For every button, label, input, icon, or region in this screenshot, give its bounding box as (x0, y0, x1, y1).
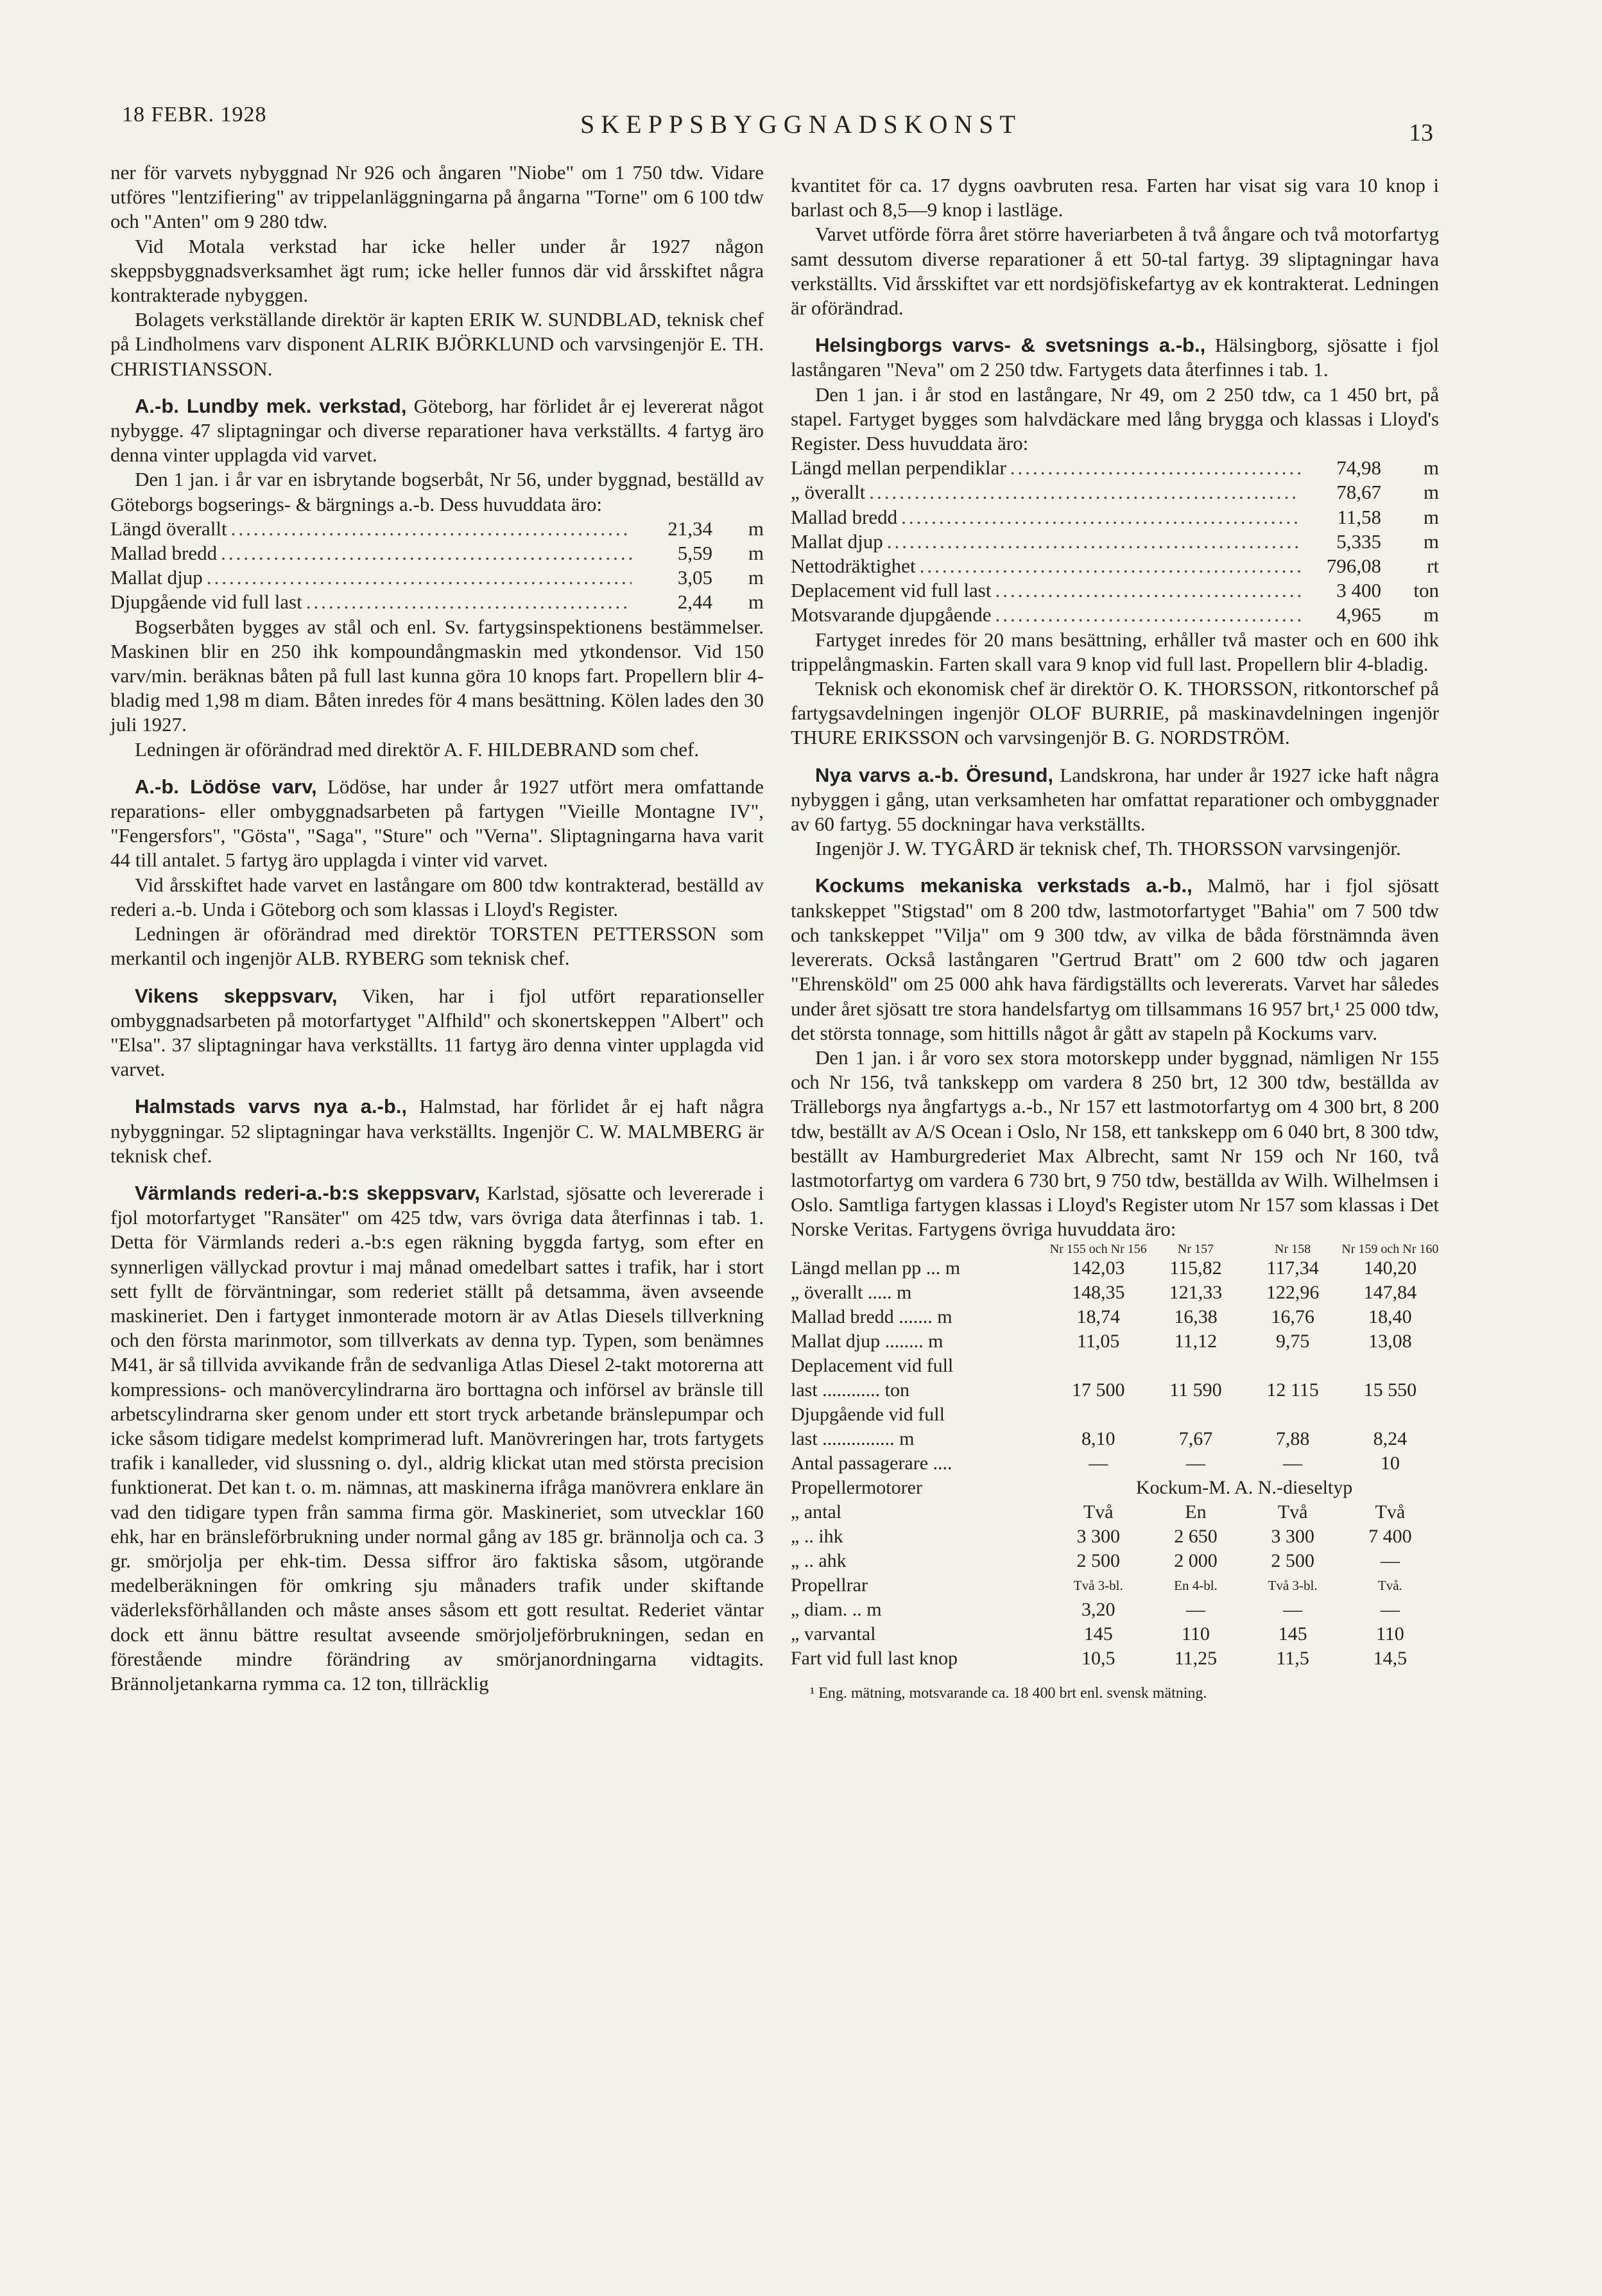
section-viken (110, 984, 764, 1082)
table-cell: 8,24 (1373, 1428, 1408, 1449)
table-row (791, 1256, 1439, 1281)
paragraph: Ledningen är oförändrad med direktör TORSTEN PETTERSSON som merkantil och ingenjör ALB. RYBERG som teknisk chef. (110, 922, 764, 970)
table-cell: 115,82 (1169, 1257, 1222, 1279)
table-row (791, 1305, 1439, 1329)
table-row (791, 1378, 1439, 1403)
table-header-cell: Nr 159 och Nr 160 (1341, 1241, 1439, 1256)
table-row (791, 1646, 1439, 1671)
table-cell: 140,20 (1363, 1257, 1417, 1279)
table-cell: 147,84 (1363, 1281, 1417, 1303)
spec-row: Längd överallt ..... 21,34 m (110, 517, 764, 541)
table-cell: 145 (1083, 1623, 1113, 1644)
table-cell: Fart vid full last knop (791, 1647, 958, 1669)
spec-row: Längd mellan perpendiklar ..... 74,98 m (791, 456, 1439, 480)
section-kockums (791, 874, 1439, 1045)
table-cell: 3 300 (1271, 1525, 1314, 1547)
table-cell: 142,03 (1071, 1257, 1125, 1279)
table-row (791, 1500, 1439, 1524)
table-cell: — (1380, 1549, 1400, 1571)
table-cell: 11,05 (1077, 1330, 1120, 1352)
table-cell: 8,10 (1081, 1428, 1115, 1449)
section-heading: Helsingborgs varvs- & svetsnings a.-b., (815, 334, 1206, 357)
paragraph: Den 1 jan. i år var en isbrytande bogserbåt, Nr 56, under byggnad, beställd av Göteborgs bogserings- & bärgnings a.-b. Dess huvuddata äro: (110, 468, 764, 515)
table-header-row (791, 1242, 1439, 1256)
section-heading: A.-b. Lundby mek. verkstad, (135, 394, 407, 417)
table-cell: Två (1277, 1501, 1308, 1523)
table-cell: 10,5 (1081, 1647, 1115, 1669)
table-cell: — (1283, 1598, 1303, 1620)
table-row (791, 1329, 1439, 1354)
footnote: ¹ Eng. mätning, motsvarande ca. 18 400 brt enl. svensk mätning. (810, 1684, 1207, 1702)
table-cell: „ .. ihk (791, 1525, 843, 1547)
right-column (791, 173, 1439, 1703)
table-cell (1147, 1354, 1244, 1378)
table-cell: En 4-bl. (1174, 1577, 1218, 1593)
table-cell: Två (1375, 1501, 1406, 1523)
table-cell: 122,96 (1266, 1281, 1320, 1303)
table-cell: — (1380, 1598, 1400, 1620)
paragraph-text: Karlstad, sjösatte och levererade i fjol motorfartyget "Ransäter" om 425 tdw, vars övriga data återfinnas i tab. 1. Detta för Värmlands rederi a.-b:s egen räkning byggda fartyg, som efter en synnerligen vällyckad provtur i maj månad omedelbart sattes i trafik, har i stort sett fyllt de förväntningar, som rederiet ställt på detsamma, även avseende maskineriet. Den i fartyget inmonterade motorn är av Atlas Diesels tillverkning och den första marinmotor, som tillverkats av denna typ. Typen, som benämnes M41, är så tillvida avvikande från de sedvanliga Atlas Diesel 2-takt motorerna att kompressions- och manövercylindrarna äro borttagna och införsel av bränsle till arbetscylindrarna sker genom under ett stort tryck arbetande bränslepumpar och icke såsom tidigare medelst komprimerad luft. Manövreringen har, trots fartygets trafik i kanalleder, vid slussning o. dyl., aldrig klickat utan med största precision funktionerat. Det kan t. o. m. nämnas, att maskinerna ifråga manövrera enklare än vad den tidigare typen från samma firma gör. Maskineriet, som utvecklar 160 ehk, har en bränsleförbrukning under normal gång av 185 gr. brännolja och ca. 3 gr. smörjolja per ehk-tim. Dessa siffror äro faktiska såsom, utgörande medelberäkningen för omkring sju månaders trafik under skiftande väderleksförhållanden och måste anses såsom ett gott resultat. Rederiet väntar dock ett ännu bättre resultat avseende smörjoljeförbrukningen, sedan en förestående mindre förändring av smörjanordningarna vidtagits. Brännoljetankarna rymma ca. 12 ton, tillräcklig (110, 1181, 764, 1695)
spec-row: „ överallt ..... 78,67 m (791, 480, 1439, 505)
spec-row: Nettodräktighet ..... 796,08 rt (791, 554, 1439, 578)
table-cell: „ .. ahk (791, 1549, 847, 1571)
table-cell: 3 300 (1076, 1525, 1120, 1547)
left-column (110, 160, 764, 1696)
table-cell: 2 650 (1174, 1525, 1218, 1547)
table-cell: 14,5 (1373, 1647, 1408, 1669)
table-row (791, 1354, 1439, 1378)
ship-data-table (791, 1242, 1439, 1671)
table-cell: „ överallt ..... m (791, 1281, 912, 1303)
paragraph-text: Hälsingborg, sjösatte i fjol lastångaren "Neva" om 2 250 tdw. Fartygets data återfinnes i tab. 1. (791, 334, 1439, 381)
table-row (791, 1598, 1439, 1622)
table-cell: 2 500 (1271, 1549, 1314, 1571)
table-row (791, 1549, 1439, 1573)
table-cell: 18,74 (1076, 1306, 1120, 1327)
table-cell: Deplacement vid full (791, 1354, 954, 1376)
table-cell: Längd mellan pp ... m (791, 1257, 961, 1279)
paragraph: ner för varvets nybyggnad Nr 926 och ångaren "Niobe" om 1 750 tdw. Vidare utföres "lentzifiering" av trippelanläggningarna på ångarna "Torne" om 6 100 tdw och "Anten" om 9 280 tdw. (110, 161, 764, 233)
paragraph: Den 1 jan. i år voro sex stora motorskepp under byggnad, nämligen Nr 155 och Nr 156, två tankskepp om vardera 8 250 brt, 12 300 tdw, beställda av Trälleborgs nya ångfartygs a.-b., Nr 157 ett lastmotorfartyg om 4 300 brt, 8 200 tdw, beställt av A/S Ocean i Oslo, Nr 158, ett tankskepp om 6 040 brt, 8 300 tdw, beställt av Hamburgrederiet Max Albrecht, samt Nr 159 och Nr 160, två lastmotorfartyg om vardera 6 730 brt, 9 750 tdw, beställda av Wilh. Wilhelmsen i Oslo. Samtliga fartygen klassas i Lloyd's Register utom Nr 157 som klassas i Det Norske Veritas. Fartygens övriga huvuddata äro: (791, 1046, 1439, 1241)
table-row (791, 1573, 1439, 1598)
table-cell: 17 500 (1071, 1379, 1125, 1401)
paragraph: Bogserbåten bygges av stål och enl. Sv. fartygsinspektionens bestämmelser. Maskinen blir en 250 ihk kompoundångmaskin med ytkondensor. Vid 150 varv/min. beräknas båten på full last kunna göra 10 knops fart. Propellern blir 4-bladig med 1,98 m diam. Båten inredes för 4 mans besättning. Kölen lades den 30 juli 1927. (110, 615, 764, 736)
paragraph: Fartyget inredes för 20 mans besättning, erhåller två master och en 600 ihk trippelångmaskin. Farten skall vara 9 knop vid full last. Propellern blir 4-bladig. (791, 628, 1439, 675)
table-cell (1147, 1403, 1244, 1427)
table-cell: 13,08 (1368, 1330, 1412, 1352)
section-varmland (110, 1181, 764, 1696)
table-cell (1049, 1403, 1147, 1427)
table-cell: „ diam. .. m (791, 1598, 882, 1620)
table-cell (1245, 1354, 1341, 1378)
table-header-cell: Nr 155 och Nr 156 (1049, 1241, 1147, 1256)
spec-list (110, 517, 764, 615)
section-heading: Värmlands rederi-a.-b:s skeppsvarv, (135, 1181, 480, 1204)
table-header-cell: Nr 158 (1275, 1241, 1311, 1256)
table-cell: Två 3-bl. (1268, 1577, 1318, 1593)
table-cell: Djupgående vid full (791, 1403, 945, 1425)
spec-row: Mallat djup ..... 5,335 m (791, 530, 1439, 554)
spec-list (791, 456, 1439, 627)
table-cell: 7,88 (1275, 1428, 1310, 1449)
table-cell: 110 (1182, 1623, 1210, 1644)
table-cell: 2 500 (1076, 1549, 1120, 1571)
table-cell: 148,35 (1071, 1281, 1125, 1303)
table-cell (1341, 1354, 1439, 1378)
spec-row: Motsvarande djupgående ..... 4,965 m (791, 603, 1439, 627)
section-lodose (110, 775, 764, 873)
paragraph: Den 1 jan. i år stod en lastångare, Nr 49, om 2 250 tdw, ca 1 450 brt, på stapel. Fartyget bygges som halvdäckare med lång brygga och klassas i Lloyd's Register. Dess huvuddata äro: (791, 383, 1439, 455)
table-cell: „ varvantal (791, 1623, 876, 1644)
table-cell (1245, 1403, 1341, 1427)
table-cell: — (1185, 1598, 1205, 1620)
table-cell: 11,25 (1174, 1647, 1218, 1669)
table-row (791, 1622, 1439, 1646)
table-row (791, 1451, 1439, 1476)
section-oresund (791, 763, 1439, 837)
table-cell: 11,5 (1276, 1647, 1309, 1669)
section-halmstad (110, 1094, 764, 1168)
table-cell: 18,40 (1368, 1306, 1412, 1327)
table-cell: Två 3-bl. (1073, 1577, 1123, 1593)
table-cell: — (1089, 1452, 1108, 1474)
table-cell: last ............... m (791, 1428, 915, 1449)
spec-row: Mallad bredd ..... 5,59 m (110, 541, 764, 565)
table-cell: 11,12 (1174, 1330, 1218, 1352)
table-cell: Kockum-M. A. N.-dieseltyp (1135, 1476, 1353, 1498)
table-cell: „ antal (791, 1501, 842, 1523)
table-cell: 15 550 (1363, 1379, 1417, 1401)
paragraph-text: Viken, har i fjol utfört reparationseller ombyggnadsarbeten på motorfartyget "Alfhild" och skonertskeppen "Albert" och "Elsa". 37 sliptagningar hava verkställts. 11 fartyg äro denna vinter upplagda vid varvet. (110, 984, 764, 1081)
spec-row: Mallad bredd ..... 11,58 m (791, 505, 1439, 530)
journal-title: SKEPPSBYGGNADSKONST (580, 110, 1022, 139)
table-cell: 3,20 (1081, 1598, 1115, 1620)
spec-row: Djupgående vid full last ..... 2,44 m (110, 590, 764, 614)
section-heading: Vikens skeppsvarv, (135, 984, 338, 1007)
table-header-cell: Nr 157 (1177, 1241, 1214, 1256)
section-lundby (110, 394, 764, 468)
table-cell: Propellrar (791, 1574, 868, 1596)
table-cell: 7 400 (1368, 1525, 1412, 1547)
table-cell: 12 115 (1266, 1379, 1319, 1401)
paragraph: Vid årsskiftet hade varvet en lastångare om 800 tdw kontrakterad, beställd av rederi a.-b. Unda i Göteborg och som klassas i Lloyd's Register. (110, 873, 764, 920)
table-cell (1049, 1354, 1147, 1378)
table-cell: 16,38 (1174, 1306, 1218, 1327)
table-row (791, 1281, 1439, 1305)
table-cell: Antal passagerare .... (791, 1452, 952, 1474)
table-row (791, 1427, 1439, 1451)
table-cell: 16,76 (1271, 1306, 1314, 1327)
table-cell: Två. (1377, 1577, 1402, 1593)
paragraph: Bolagets verkställande direktör är kapten ERIK W. SUNDBLAD, teknisk chef på Lindholmens varv disponent ALRIK BJÖRKLUND och varvsingenjör E. TH. CHRISTIANSSON. (110, 308, 764, 380)
paragraph: Varvet utförde förra året större haveriarbeten å två ångare och två motorfartyg samt dessutom diverse reparationer å ett 50-tal fartyg. 39 sliptagningar hava verkställts. Vid årsskiftet var ett nordsjöfiskefartyg av ek kontrakterat. Ledningen är oförändrad. (791, 223, 1439, 320)
page-number: 13 (1409, 119, 1433, 146)
table-cell: — (1283, 1452, 1303, 1474)
table-cell: 110 (1375, 1623, 1404, 1644)
section-helsingborg (791, 333, 1439, 382)
paragraph-text: Göteborg, har förlidet år ej levererat något nybygge. 47 sliptagningar och diverse reparationer hava verkställts. 4 fartyg äro denna vinter upplagda vid varvet. (110, 394, 764, 467)
table-cell: 2 000 (1174, 1549, 1218, 1571)
section-heading: Halmstads varvs nya a.-b., (135, 1095, 408, 1118)
table-cell: last ............ ton (791, 1379, 909, 1401)
section-heading: A.-b. Lödöse varv, (135, 775, 317, 798)
paragraph: kvantitet för ca. 17 dygns oavbruten resa. Farten har visat sig vara 10 knop i barlast och 8,5—9 knop i lastläge. (791, 174, 1439, 221)
table-header-cell (791, 1242, 1049, 1256)
paragraph-text: Halmstad, har förlidet år ej haft några nybyggningar. 52 sliptagningar hava verkställts. Ingenjör C. W. MALMBERG är teknisk chef. (110, 1095, 764, 1167)
table-cell: 9,75 (1275, 1330, 1310, 1352)
table-cell: 7,67 (1178, 1428, 1213, 1449)
paragraph-text: Lödöse, har under år 1927 utfört mera omfattande reparations- eller ombyggnadsarbeten på fartygen "Vieille Montagne IV", "Fengersfors", "Gösta", "Saga", "Sture" och "Verna". Sliptagningarna hava varit 44 till antalet. 5 fartyg äro upplagda i vinter vid varvet. (110, 775, 764, 872)
paragraph: Teknisk och ekonomisk chef är direktör O. K. THORSSON, ritkontorschef på fartygsavdelningen ingenjör OLOF BURRIE, på maskinavdelningen ingenjör THURE ERIKSSON och varvsingenjör B. G. NORDSTRÖM. (791, 677, 1439, 749)
table-cell: Propellermotorer (791, 1476, 922, 1498)
table-cell: 145 (1278, 1623, 1307, 1644)
table-cell: 117,34 (1266, 1257, 1319, 1279)
table-cell: Mallad bredd ....... m (791, 1306, 952, 1327)
table-row (791, 1476, 1439, 1500)
paragraph-text: Malmö, har i fjol sjösatt tankskeppet "Stigstad" om 8 200 tdw, lastmotorfartyget "Bahia" om 7 500 tdw och tankskeppet "Vilja" om 9 300 tdw, av vilka de båda förstnämnda även levererats. Också lastångaren "Gertrud Bratt" om 2 600 tdw och jagaren "Ehrensköld" om 25 000 ahk hava färdigställts och levererats. Varvet har således under året sjösatt tre stora handelsfartyg om tillsammans 16 957 brt,¹ 25 000 tdw, det största tonnage, som hittills något år gått av stapeln på Kockums varv. (791, 874, 1440, 1044)
table-cell: 10 (1380, 1452, 1400, 1474)
spec-row: Mallat djup ..... 3,05 m (110, 565, 764, 590)
table-cell: Två (1083, 1501, 1114, 1523)
paragraph-text: Landskrona, har under år 1927 icke haft några nybyggen i gång, utan verksamheten har omfattat reparationer och ombyggnader av 60 fartyg. 55 dockningar hava verkställts. (791, 763, 1439, 836)
table-cell: Mallat djup ........ m (791, 1330, 943, 1352)
paragraph: Ingenjör J. W. TYGÅRD är teknisk chef, Th. THORSSON varvsingenjör. (815, 837, 1401, 860)
section-heading: Nya varvs a.-b. Öresund, (815, 763, 1054, 786)
table-cell (1341, 1403, 1439, 1427)
table-cell: 121,33 (1169, 1281, 1223, 1303)
table-cell: 11 590 (1169, 1379, 1222, 1401)
issue-date: 18 FEBR. 1928 (122, 103, 267, 126)
section-heading: Kockums mekaniska verkstads a.-b., (815, 874, 1193, 897)
table-cell: — (1185, 1452, 1205, 1474)
paragraph: Ledningen är oförändrad med direktör A. F. HILDEBRAND som chef. (135, 738, 700, 761)
spec-row: Deplacement vid full last ..... 3 400 ton (791, 578, 1439, 603)
table-cell: En (1185, 1501, 1207, 1523)
table-row (791, 1403, 1439, 1427)
table-row (791, 1524, 1439, 1549)
paragraph: Vid Motala verkstad har icke heller under år 1927 någon skeppsbyggnadsverksamhet ägt rum; icke heller funnos där vid årsskiftet några kontrakterade nybyggen. (110, 234, 764, 307)
